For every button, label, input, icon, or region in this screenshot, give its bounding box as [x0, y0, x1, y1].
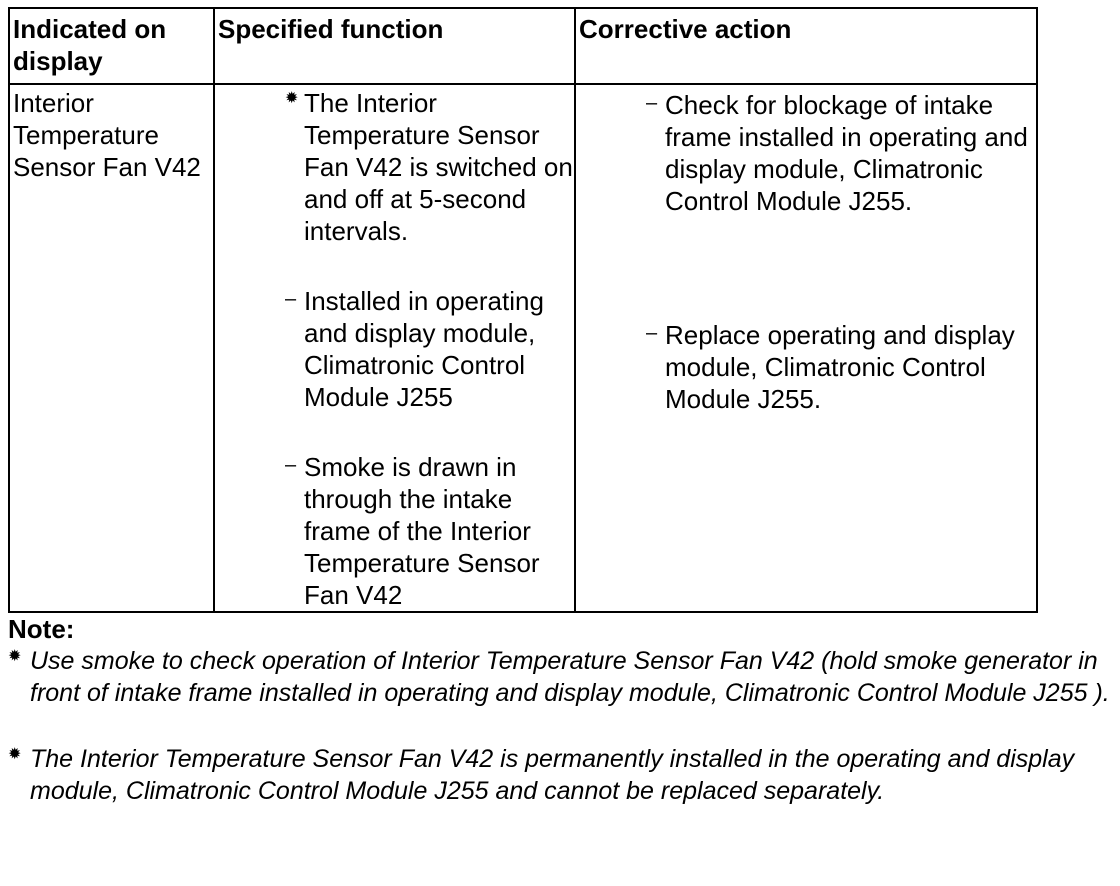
header-specified-function: Specified function [214, 8, 575, 84]
star-bullet-icon: ✹ [8, 648, 22, 665]
dash-bullet-icon: – [285, 288, 297, 310]
corrective-item [576, 319, 1036, 415]
diagnosis-table [8, 7, 1038, 613]
note-title: Note: [8, 614, 75, 644]
corrective-list [576, 89, 1036, 415]
table-row [9, 84, 1037, 612]
star-bullet-icon: ✹ [285, 90, 299, 107]
note-item [8, 743, 1112, 807]
star-bullet-icon: ✹ [8, 746, 22, 763]
note-item-text: Use smoke to check operation of Interior Temperature Sensor Fan V42 (hold smoke generator in front of intake frame installed in operating and display module, Climatronic Control Module J255 ). [30, 647, 1110, 707]
dash-bullet-icon: – [646, 322, 658, 344]
note-item-text: The Interior Temperature Sensor Fan V42 is permanently installed in the operating and display module, Climatronic Control Module J255 and cannot be replaced separately. [30, 745, 1075, 805]
cell-indicated-on-display: Interior Temperature Sensor Fan V42 [9, 84, 214, 612]
corrective-item-text: Check for blockage of intake frame installed in operating and display module, Climatronic Control Module J255. [665, 90, 1028, 216]
cell-specified-function [214, 84, 575, 612]
dash-bullet-icon: – [285, 454, 297, 476]
function-item [215, 451, 574, 611]
function-list [215, 87, 574, 611]
corrective-item [576, 89, 1036, 217]
note-item [8, 645, 1112, 709]
dash-bullet-icon: – [646, 92, 658, 114]
header-indicated-on-display: Indicated on display [9, 8, 214, 84]
header-corrective-action: Corrective action [575, 8, 1037, 84]
cell-corrective-action [575, 84, 1037, 612]
note-section [8, 613, 1112, 807]
function-item-text: Smoke is drawn in through the intake frame of the Interior Temperature Sensor Fan V42 [304, 452, 540, 610]
table-header-row [9, 8, 1037, 84]
function-item [215, 285, 574, 413]
function-item-text: The Interior Temperature Sensor Fan V42 is switched on and off at 5-second intervals. [304, 88, 573, 246]
note-list [8, 645, 1112, 807]
function-item [215, 87, 574, 247]
corrective-item-text: Replace operating and display module, Climatronic Control Module J255. [665, 320, 1015, 414]
function-item-text: Installed in operating and display module, Climatronic Control Module J255 [304, 286, 544, 412]
